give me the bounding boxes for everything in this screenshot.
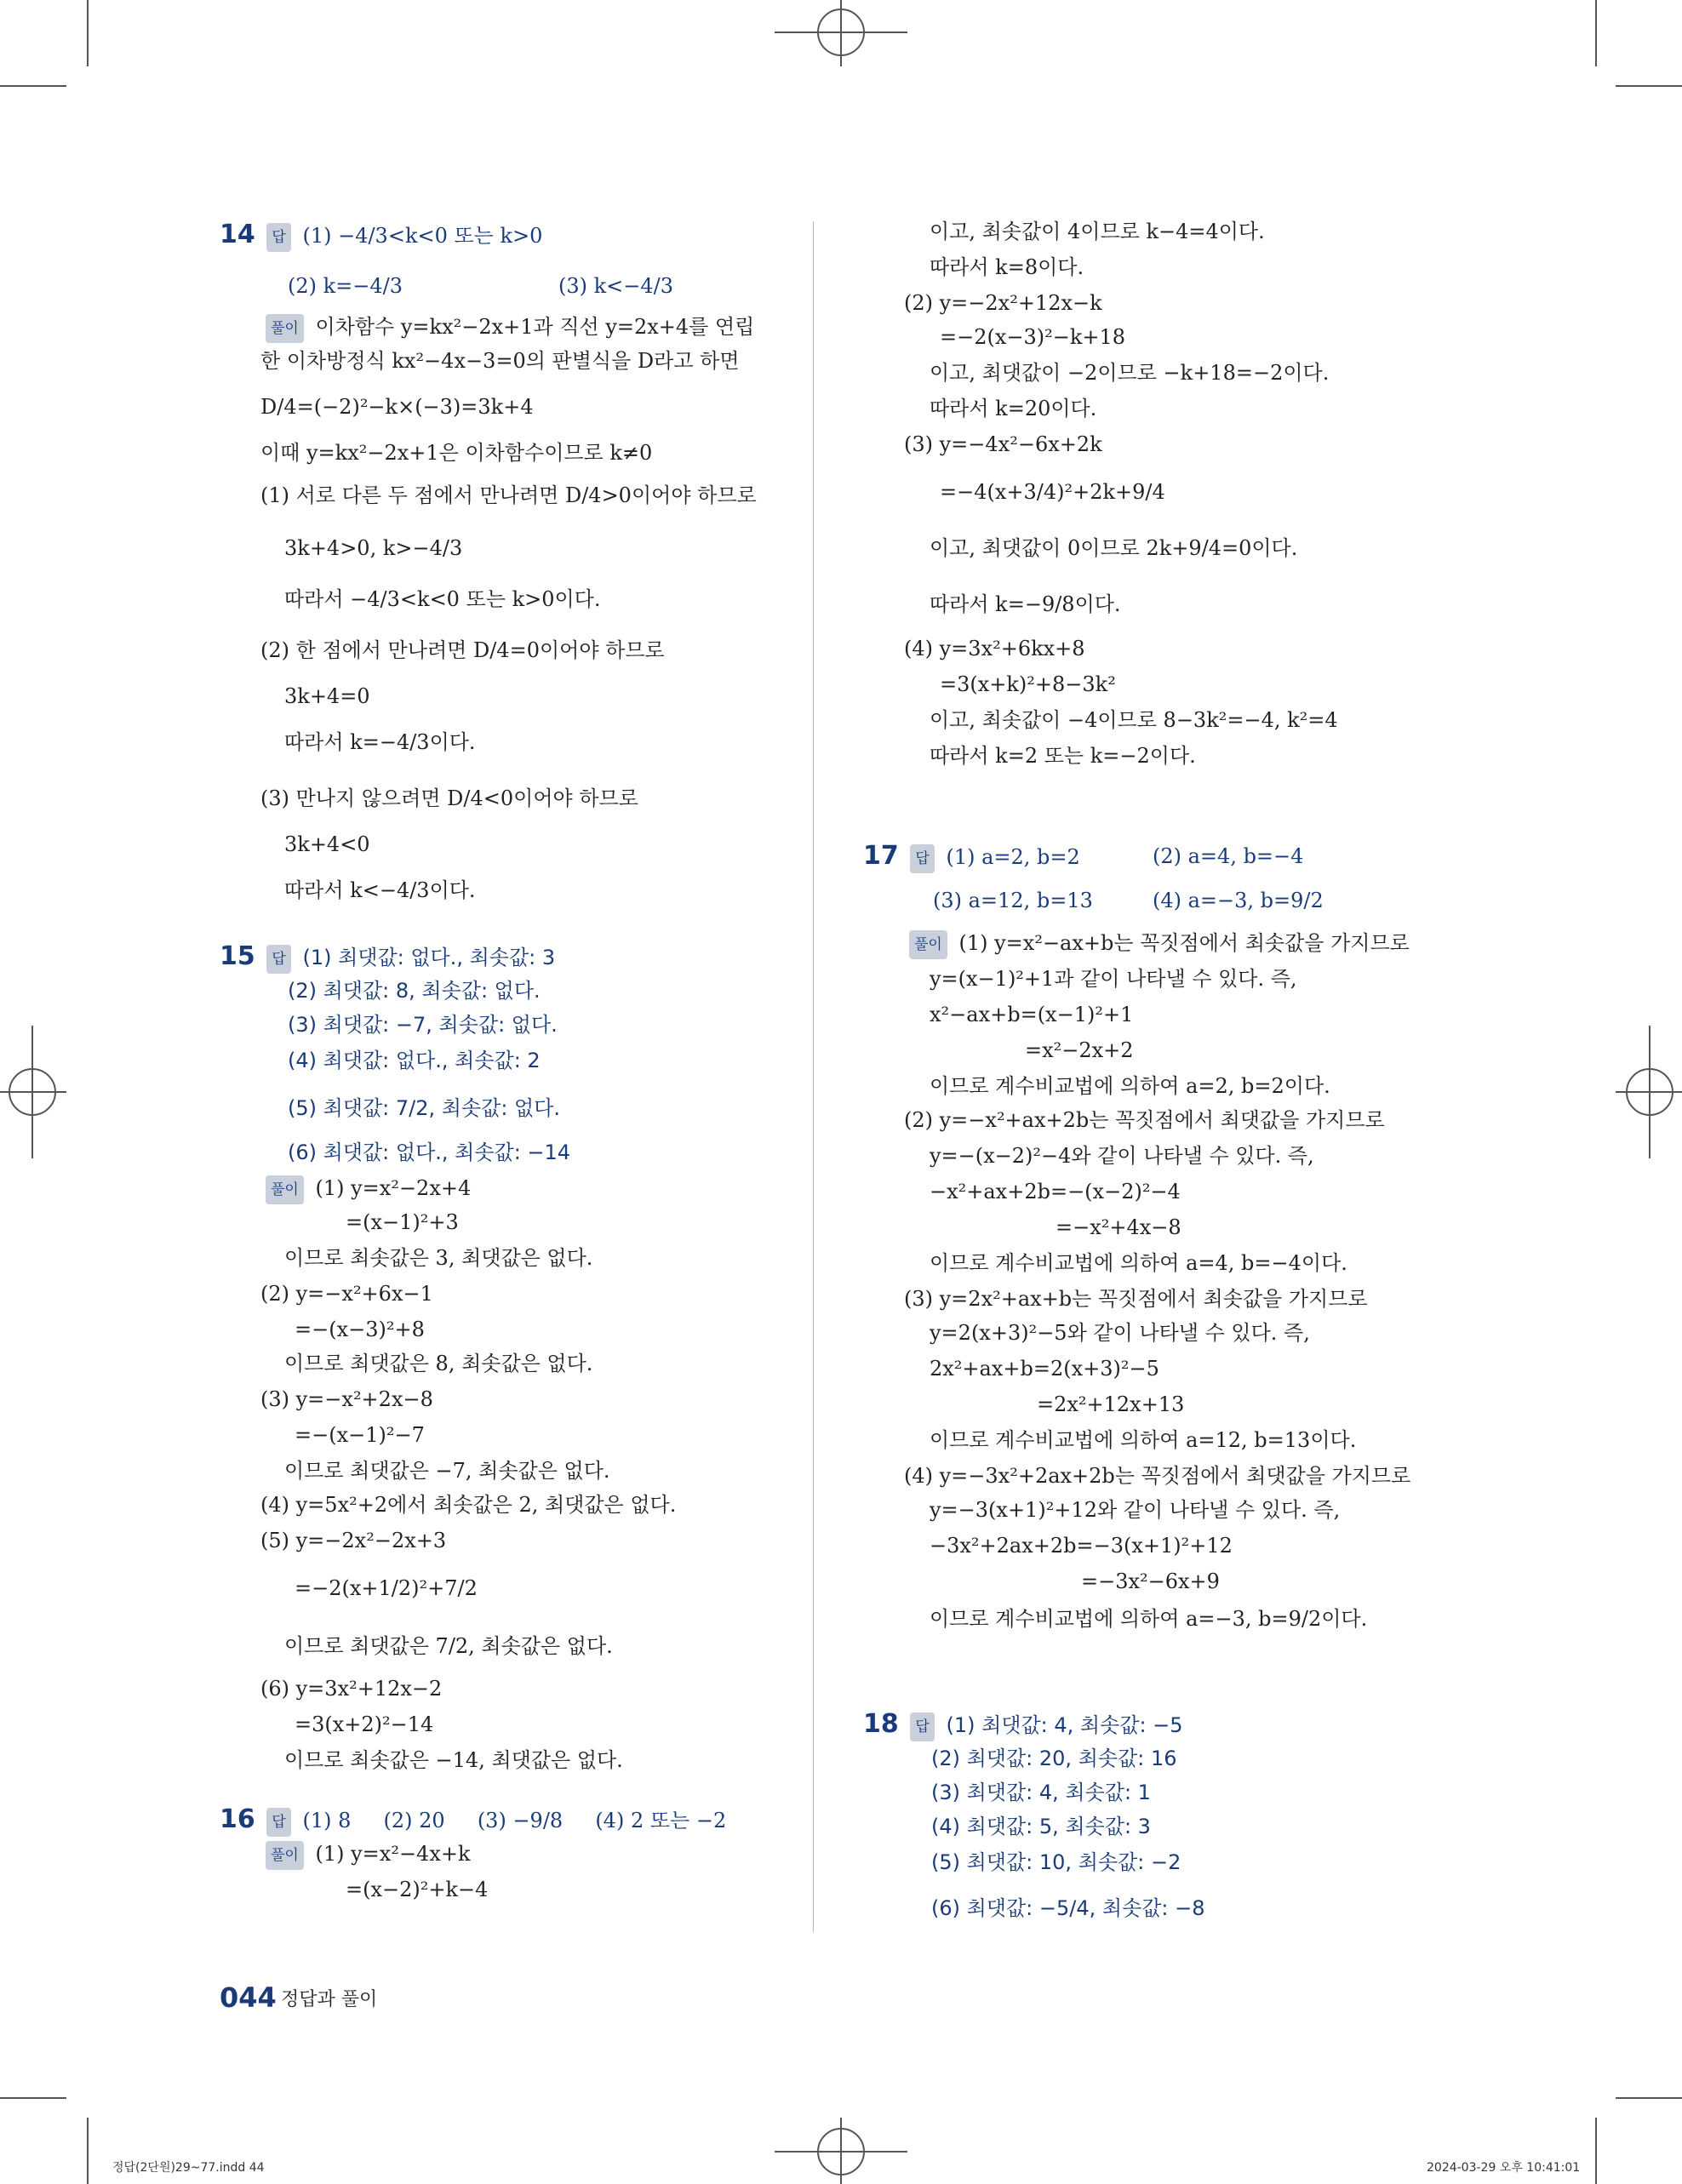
question-number: 17 bbox=[863, 841, 899, 871]
solution-line: 이므로 최댓값은 8, 최솟값은 없다. bbox=[284, 1352, 593, 1375]
solution-line: =3(x+k)²+8−3k² bbox=[940, 672, 1116, 696]
solution-line: 이고, 최댓값이 −2이므로 −k+18=−2이다. bbox=[930, 361, 1330, 385]
registration-line bbox=[840, 0, 842, 66]
answer-tag: 답 bbox=[910, 1712, 934, 1741]
solution-line: 이므로 최댓값은 −7, 최솟값은 없다. bbox=[284, 1459, 610, 1483]
solution-line: =−(x−1)²−7 bbox=[295, 1423, 425, 1447]
answer-5: (5) 최댓값: 7/2, 최솟값: 없다. bbox=[288, 1096, 561, 1120]
answer-tag: 답 bbox=[910, 844, 934, 873]
answer-3: (3) k<−4/3 bbox=[558, 274, 674, 298]
slug-filename: 정답(2단원)29~77.indd 44 bbox=[112, 2161, 265, 2175]
answer-4: (4) 최댓값: 5, 최솟값: 3 bbox=[931, 1815, 1151, 1838]
q18-header bbox=[863, 1711, 1183, 1741]
answer-6: (6) 최댓값: −5/4, 최솟값: −8 bbox=[931, 1896, 1205, 1920]
solution-line: 이므로 최솟값은 −14, 최댓값은 없다. bbox=[284, 1748, 623, 1772]
solution-line: (2) 한 점에서 만나려면 D/4=0이어야 하므로 bbox=[260, 638, 665, 662]
registration-line bbox=[0, 1091, 66, 1093]
solution-line: 이므로 최댓값은 7/2, 최솟값은 없다. bbox=[284, 1634, 613, 1658]
registration-line bbox=[1649, 1026, 1651, 1158]
solution-line: 2x²+ax+b=2(x+3)²−5 bbox=[930, 1357, 1159, 1381]
solution-line: 이므로 계수비교법에 의하여 a=12, b=13이다. bbox=[930, 1428, 1357, 1452]
answer-tag: 답 bbox=[266, 1808, 290, 1837]
solution-line: (3) y=−x²+2x−8 bbox=[260, 1387, 433, 1411]
solution-line: 이므로 최솟값은 3, 최댓값은 없다. bbox=[284, 1246, 593, 1270]
solution-line: −x²+ax+2b=−(x−2)²−4 bbox=[930, 1180, 1181, 1203]
q14-header bbox=[220, 221, 542, 252]
solution-line bbox=[260, 1840, 471, 1870]
solution-line: 3k+4=0 bbox=[284, 684, 370, 708]
solution-line: =−(x−3)²+8 bbox=[295, 1318, 425, 1341]
page-footer-label: 정답과 풀이 bbox=[281, 1989, 378, 2010]
slug-timestamp: 2024-03-29 오후 10:41:01 bbox=[1427, 2161, 1581, 2175]
solution-line: 3k+4<0 bbox=[284, 832, 370, 856]
answers: (1) 8 (2) 20 (3) −9/8 (4) 2 또는 −2 bbox=[302, 1809, 727, 1832]
registration-line bbox=[31, 1026, 33, 1158]
solution-line: =−3x²−6x+9 bbox=[1081, 1569, 1220, 1593]
crop-mark bbox=[1616, 85, 1682, 87]
solution-line: y=2(x+3)²−5와 같이 나타낼 수 있다. 즉, bbox=[930, 1321, 1310, 1345]
solution-line: 이고, 최댓값이 0이므로 2k+9/4=0이다. bbox=[930, 536, 1298, 560]
solution-line: (3) y=2x²+ax+b는 꼭짓점에서 최솟값을 가지므로 bbox=[904, 1287, 1368, 1311]
answer-1: (1) −4/3<k<0 또는 k>0 bbox=[302, 224, 543, 248]
q16-header bbox=[220, 1806, 726, 1837]
solution-line: −3x²+2ax+2b=−3(x+1)²+12 bbox=[930, 1534, 1233, 1558]
solution-line: (2) y=−x²+6x−1 bbox=[260, 1282, 433, 1306]
solution-line: (3) 만나지 않으려면 D/4<0이어야 하므로 bbox=[260, 786, 638, 810]
registration-line bbox=[840, 2118, 842, 2184]
solution-line: =−2(x−3)²−k+18 bbox=[940, 325, 1126, 349]
solution-line: x²−ax+b=(x−1)²+1 bbox=[930, 1003, 1134, 1026]
solution-line: =(x−1)²+3 bbox=[346, 1210, 459, 1234]
solution-line: D/4=(−2)²−k×(−3)=3k+4 bbox=[260, 395, 534, 419]
page-number: 044 bbox=[220, 1981, 277, 2014]
solution-tag: 풀이 bbox=[266, 314, 304, 343]
solution-text: (1) y=x²−ax+b는 꼭짓점에서 최솟값을 가지므로 bbox=[958, 931, 1410, 955]
q15-header bbox=[220, 943, 555, 974]
solution-tag: 풀이 bbox=[909, 930, 947, 959]
solution-line: =−2(x+1/2)²+7/2 bbox=[295, 1576, 478, 1600]
solution-tag: 풀이 bbox=[266, 1175, 304, 1204]
solution-line: 따라서 −4/3<k<0 또는 k>0이다. bbox=[284, 587, 601, 611]
solution-line: y=(x−1)²+1과 같이 나타낼 수 있다. 즉, bbox=[930, 967, 1297, 991]
solution-line: =x²−2x+2 bbox=[1025, 1038, 1134, 1062]
solution-text: (1) y=x²−4x+k bbox=[315, 1842, 471, 1866]
solution-line: (2) y=−x²+ax+2b는 꼭짓점에서 최댓값을 가지므로 bbox=[904, 1108, 1385, 1132]
answer-3: (3) 최댓값: 4, 최솟값: 1 bbox=[931, 1781, 1151, 1804]
solution-line: 3k+4>0, k>−4/3 bbox=[284, 536, 463, 560]
answer-2: (2) k=−4/3 bbox=[288, 274, 403, 298]
solution-line: 이므로 계수비교법에 의하여 a=2, b=2이다. bbox=[930, 1074, 1330, 1098]
answer-2: (2) 최댓값: 8, 최솟값: 없다. bbox=[288, 979, 541, 1003]
answer-3: (3) a=12, b=13 bbox=[933, 889, 1093, 912]
solution-line: (4) y=5x²+2에서 최솟값은 2, 최댓값은 없다. bbox=[260, 1493, 677, 1517]
column-divider bbox=[813, 221, 814, 1932]
answer-1: (1) 최댓값: 없다., 최솟값: 3 bbox=[302, 946, 556, 969]
solution-line: 이때 y=kx²−2x+1은 이차함수이므로 k≠0 bbox=[260, 441, 653, 465]
solution-line: 이고, 최솟값이 −4이므로 8−3k²=−4, k²=4 bbox=[930, 708, 1338, 732]
solution-line: (4) y=3x²+6kx+8 bbox=[904, 637, 1085, 660]
question-number: 15 bbox=[220, 941, 255, 971]
solution-line: =2x²+12x+13 bbox=[1037, 1392, 1185, 1416]
question-number: 16 bbox=[220, 1804, 255, 1834]
solution-line: 따라서 k=−9/8이다. bbox=[930, 592, 1121, 616]
crop-mark bbox=[1616, 2097, 1682, 2099]
solution-line: 이므로 계수비교법에 의하여 a=4, b=−4이다. bbox=[930, 1251, 1347, 1275]
solution-line: =(x−2)²+k−4 bbox=[346, 1878, 489, 1901]
crop-mark bbox=[1595, 0, 1597, 66]
solution-line: y=−3(x+1)²+12와 같이 나타낼 수 있다. 즉, bbox=[930, 1498, 1341, 1522]
solution-line: 따라서 k=2 또는 k=−2이다. bbox=[930, 744, 1196, 768]
crop-mark bbox=[0, 85, 66, 87]
answer-5: (5) 최댓값: 10, 최솟값: −2 bbox=[931, 1850, 1181, 1874]
crop-mark bbox=[1595, 2118, 1597, 2184]
solution-line: (4) y=−3x²+2ax+2b는 꼭짓점에서 최댓값을 가지므로 bbox=[904, 1464, 1411, 1488]
answer-3: (3) 최댓값: −7, 최솟값: 없다. bbox=[288, 1013, 558, 1037]
solution-line: 따라서 k<−4/3이다. bbox=[284, 878, 476, 902]
answer-tag: 답 bbox=[266, 223, 290, 252]
solution-line: (2) y=−2x²+12x−k bbox=[904, 291, 1102, 315]
solution-line: 따라서 k=−4/3이다. bbox=[284, 730, 476, 754]
solution-tag: 풀이 bbox=[266, 1841, 304, 1870]
solution-line: (1) 서로 다른 두 점에서 만나려면 D/4>0이어야 하므로 bbox=[260, 483, 757, 507]
solution-line: =−x²+4x−8 bbox=[1056, 1215, 1181, 1239]
answer-4: (4) 최댓값: 없다., 최솟값: 2 bbox=[288, 1049, 541, 1072]
question-number: 18 bbox=[863, 1709, 899, 1739]
crop-mark bbox=[87, 2118, 89, 2184]
solution-line: (6) y=3x²+12x−2 bbox=[260, 1677, 443, 1701]
solution-line: 따라서 k=20이다. bbox=[930, 397, 1097, 420]
solution-line: =−4(x+3/4)²+2k+9/4 bbox=[940, 480, 1165, 504]
crop-mark bbox=[0, 2097, 66, 2099]
answer-1: (1) a=2, b=2 bbox=[946, 845, 1080, 869]
solution-line: 이므로 계수비교법에 의하여 a=−3, b=9/2이다. bbox=[930, 1607, 1368, 1631]
solution-line: 한 이차방정식 kx²−4x−3=0의 판별식을 D라고 하면 bbox=[260, 349, 740, 373]
answer-2: (2) 최댓값: 20, 최솟값: 16 bbox=[931, 1747, 1177, 1770]
solution-line bbox=[260, 1175, 471, 1204]
solution-line: 이고, 최솟값이 4이므로 k−4=4이다. bbox=[930, 220, 1265, 243]
answer-6: (6) 최댓값: 없다., 최솟값: −14 bbox=[288, 1141, 571, 1164]
answer-1: (1) 최댓값: 4, 최솟값: −5 bbox=[946, 1713, 1183, 1737]
question-number: 14 bbox=[220, 220, 255, 249]
q17-header bbox=[863, 843, 1080, 873]
solution-text: (1) y=x²−2x+4 bbox=[315, 1176, 472, 1200]
answer-4: (4) a=−3, b=9/2 bbox=[1153, 889, 1324, 912]
solution-line bbox=[260, 313, 754, 343]
answer-tag: 답 bbox=[266, 945, 290, 974]
solution-text: 이차함수 y=kx²−2x+1과 직선 y=2x+4를 연립 bbox=[315, 315, 755, 339]
solution-line: (3) y=−4x²−6x+2k bbox=[904, 432, 1102, 456]
solution-line: y=−(x−2)²−4와 같이 나타낼 수 있다. 즉, bbox=[930, 1144, 1314, 1168]
solution-line bbox=[904, 929, 1410, 959]
solution-line: =3(x+2)²−14 bbox=[295, 1712, 434, 1736]
solution-line: 따라서 k=8이다. bbox=[930, 255, 1084, 279]
answer-2: (2) a=4, b=−4 bbox=[1153, 844, 1304, 868]
crop-mark bbox=[87, 0, 89, 66]
solution-line: (5) y=−2x²−2x+3 bbox=[260, 1529, 447, 1552]
